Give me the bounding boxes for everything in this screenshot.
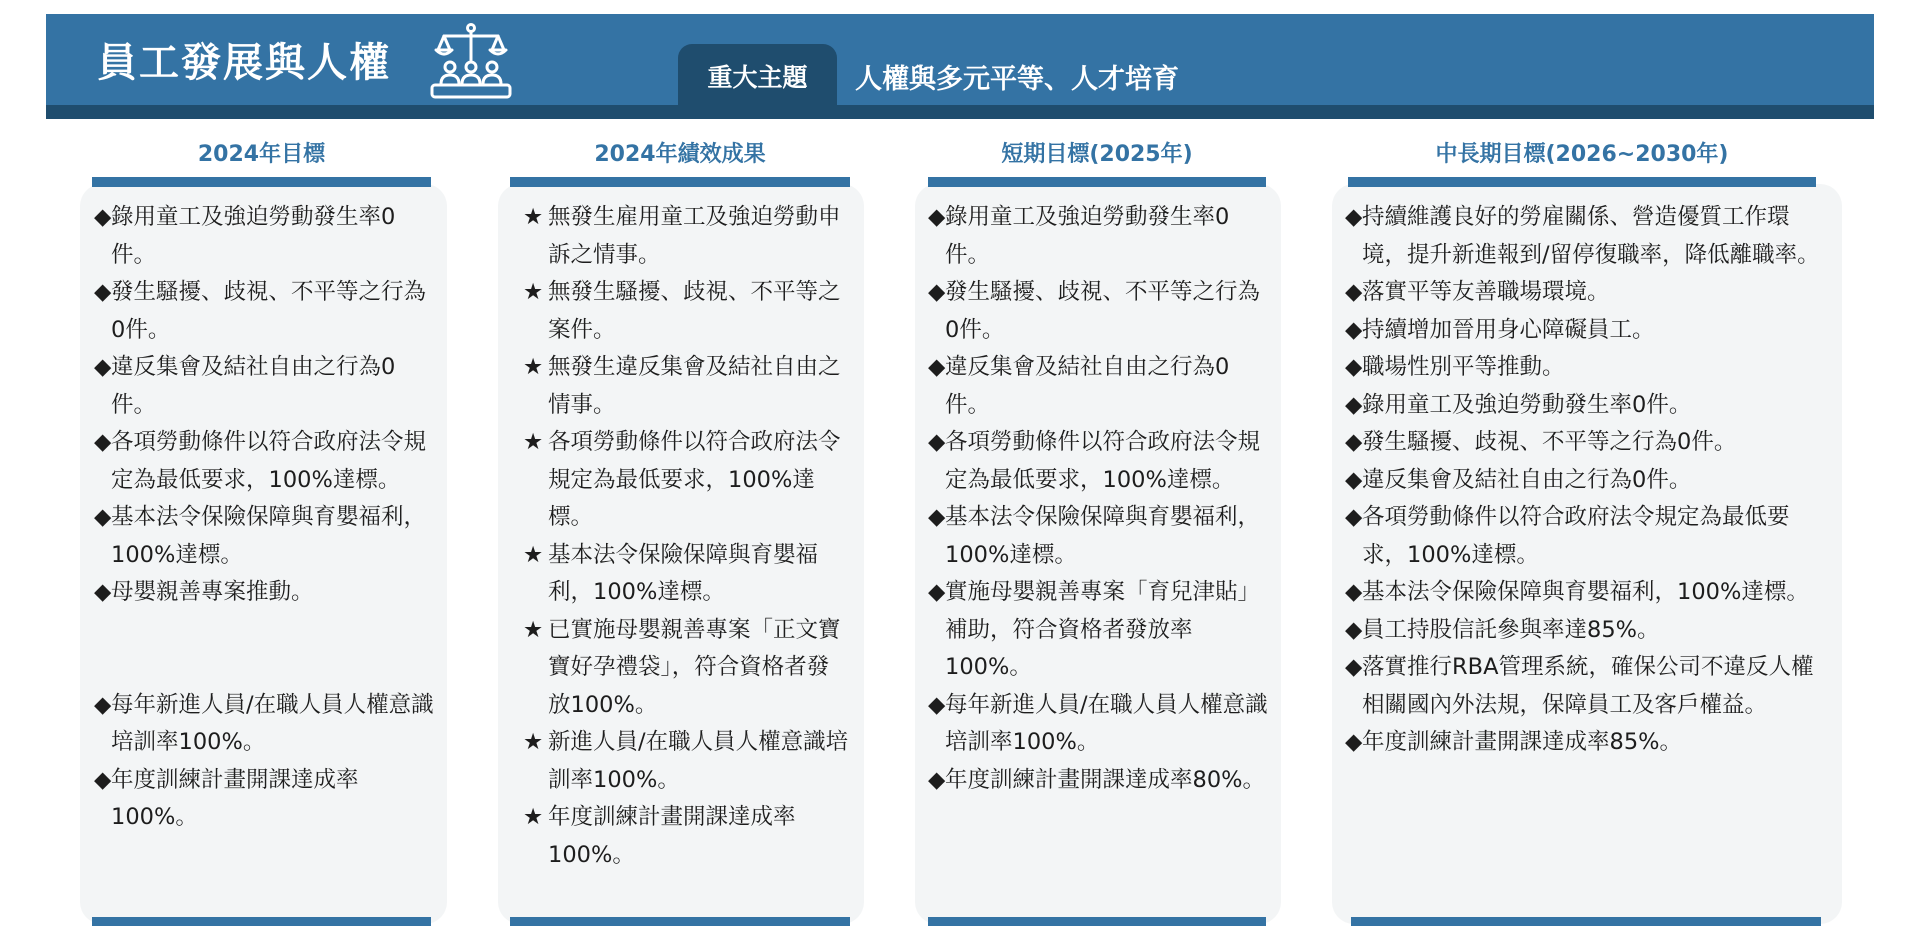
bullet-mark: ◆ bbox=[1345, 466, 1363, 493]
column-footer-rule bbox=[510, 917, 850, 926]
column-heading-rule bbox=[510, 177, 850, 187]
list-item bbox=[1345, 349, 1821, 387]
bullet-mark: ★ bbox=[523, 429, 544, 455]
list-item bbox=[1345, 574, 1821, 612]
bullet-mark: ◆ bbox=[94, 429, 112, 455]
list-item bbox=[1345, 274, 1821, 312]
list-item bbox=[94, 349, 437, 424]
list-item-text: 持續維護良好的勞雇關係、營造優質工作環境，提升新進報到/留停復職率，降低離職率。 bbox=[1362, 204, 1820, 268]
bullet-mark: ★ bbox=[523, 804, 544, 830]
column-heading-rule bbox=[928, 177, 1266, 187]
list-item-text: 錄用童工及強迫勞動發生率0件。 bbox=[945, 204, 1230, 268]
bullet-mark: ★ bbox=[523, 729, 544, 755]
list-item-text: 各項勞動條件以符合政府法令規定為最低要求，100%達標。 bbox=[1362, 504, 1790, 568]
list-item bbox=[1345, 424, 1821, 462]
bullet-mark: ◆ bbox=[1345, 391, 1363, 418]
page-title: 員工發展與人權 bbox=[97, 40, 391, 86]
list-item bbox=[523, 349, 851, 424]
list-item-text: 基本法令保險保障與育嬰福利，100%達標。 bbox=[111, 504, 427, 568]
list-item bbox=[94, 274, 437, 349]
list-item-text: 落實平等友善職場環境。 bbox=[1362, 279, 1610, 305]
bullet-mark: ◆ bbox=[928, 279, 946, 305]
column-heading: 中長期目標(2026~2030年) bbox=[1435, 142, 1729, 167]
list-item bbox=[928, 199, 1272, 274]
bullet-mark: ★ bbox=[523, 616, 544, 643]
bullet-mark: ◆ bbox=[928, 766, 946, 793]
people-scale-icon bbox=[430, 22, 512, 100]
list-item bbox=[523, 799, 851, 874]
list-item bbox=[1345, 499, 1821, 574]
list-item-text: 年度訓練計畫開課達成率100%。 bbox=[548, 804, 796, 868]
list-item bbox=[1345, 649, 1821, 724]
list-item-text: 違反集會及結社自由之行為0件。 bbox=[111, 354, 396, 418]
list-item bbox=[523, 537, 851, 612]
list-item-text: 每年新進人員/在職人員人權意識培訓率100%。 bbox=[111, 691, 434, 755]
list-item bbox=[928, 762, 1272, 800]
column-heading-rule bbox=[1348, 177, 1816, 187]
list-item-text: 年度訓練計畫開課達成率100%。 bbox=[111, 766, 359, 830]
column-heading: 短期目標(2025年) bbox=[1001, 142, 1193, 167]
bullet-mark: ◆ bbox=[94, 279, 112, 305]
list-item-text: 年度訓練計畫開課達成率85%。 bbox=[1362, 729, 1683, 755]
list-item-text: 各項勞動條件以符合政府法令規定為最低要求，100%達標。 bbox=[945, 429, 1261, 493]
bullet-mark: ◆ bbox=[1345, 504, 1363, 530]
list-item bbox=[928, 499, 1272, 574]
tab-material-topic: 重大主題 bbox=[678, 44, 837, 119]
list-item-text: 違反集會及結社自由之行為0件。 bbox=[1362, 466, 1692, 493]
list-item-text: 基本法令保險保障與育嬰福利，100%達標。 bbox=[548, 541, 819, 605]
list-item-text: 無發生雇用童工及強迫勞動申訴之情事。 bbox=[548, 204, 841, 268]
material-topics-text: 人權與多元平等、人才培育 bbox=[855, 64, 1179, 95]
list-item bbox=[928, 274, 1272, 349]
goal-list bbox=[94, 199, 437, 837]
list-item bbox=[94, 762, 437, 837]
bullet-mark: ◆ bbox=[928, 204, 946, 230]
list-item-text: 持續增加晉用身心障礙員工。 bbox=[1362, 316, 1655, 343]
list-item-text: 各項勞動條件以符合政府法令規定為最低要求，100%達標。 bbox=[111, 429, 427, 493]
column-footer-rule bbox=[928, 917, 1266, 926]
bullet-mark: ★ bbox=[523, 279, 544, 305]
list-item-text: 每年新進人員/在職人員人權意識培訓率100%。 bbox=[945, 691, 1268, 755]
list-item bbox=[94, 424, 437, 499]
list-item bbox=[928, 574, 1272, 687]
list-item bbox=[1345, 724, 1821, 762]
bullet-mark: ◆ bbox=[1345, 729, 1363, 755]
bullet-mark: ◆ bbox=[94, 354, 112, 380]
list-item-text: 落實推行RBA管理系統，確保公司不違反人權相關國內外法規，保障員工及客戶權益。 bbox=[1362, 654, 1814, 718]
bullet-mark: ◆ bbox=[1345, 316, 1363, 343]
goal-list bbox=[928, 199, 1272, 799]
bullet-mark: ◆ bbox=[928, 429, 946, 455]
bullet-mark: ◆ bbox=[94, 766, 112, 793]
list-item-text: 新進人員/在職人員人權意識培訓率100%。 bbox=[548, 729, 849, 793]
list-item bbox=[523, 274, 851, 349]
bullet-mark: ◆ bbox=[1345, 579, 1363, 605]
bullet-mark: ◆ bbox=[1345, 616, 1363, 643]
bullet-mark: ◆ bbox=[1345, 279, 1363, 305]
bullet-mark: ◆ bbox=[94, 579, 112, 605]
bullet-mark: ★ bbox=[523, 541, 544, 568]
bullet-mark: ◆ bbox=[928, 691, 946, 718]
bullet-mark: ◆ bbox=[94, 691, 112, 718]
bullet-mark: ◆ bbox=[94, 204, 112, 230]
bullet-mark: ◆ bbox=[928, 579, 946, 605]
list-item bbox=[1345, 387, 1821, 425]
list-item-text: 違反集會及結社自由之行為0件。 bbox=[945, 354, 1230, 418]
list-item bbox=[94, 199, 437, 274]
list-item bbox=[1345, 199, 1821, 274]
list-item bbox=[1345, 462, 1821, 500]
list-item-text: 各項勞動條件以符合政府法令規定為最低要求，100%達標。 bbox=[548, 429, 841, 530]
list-item bbox=[523, 199, 851, 274]
list-item-text: 發生騷擾、歧視、不平等之行為0件。 bbox=[945, 279, 1261, 343]
header-underline bbox=[46, 105, 1874, 119]
list-item bbox=[523, 612, 851, 725]
bullet-mark: ◆ bbox=[1345, 354, 1363, 380]
bullet-mark: ◆ bbox=[1345, 429, 1363, 455]
bullet-mark: ◆ bbox=[928, 354, 946, 380]
list-item bbox=[94, 499, 437, 574]
list-item bbox=[523, 424, 851, 537]
list-item-text: 錄用童工及強迫勞動發生率0件。 bbox=[111, 204, 396, 268]
column-heading-rule bbox=[92, 177, 431, 187]
list-item bbox=[94, 574, 437, 612]
list-item-text: 實施母嬰親善專案「育兒津貼」補助，符合資格者發放率100%。 bbox=[945, 579, 1261, 680]
bullet-mark: ★ bbox=[523, 354, 544, 380]
bullet-mark: ★ bbox=[523, 204, 544, 230]
list-item-text: 錄用童工及強迫勞動發生率0件。 bbox=[1362, 391, 1692, 418]
column-footer-rule bbox=[92, 917, 431, 926]
list-item bbox=[928, 424, 1272, 499]
list-item bbox=[928, 687, 1272, 762]
list-item-text: 無發生違反集會及結社自由之情事。 bbox=[548, 354, 841, 418]
bullet-mark: ◆ bbox=[1345, 654, 1363, 680]
list-item-text: 基本法令保險保障與育嬰福利，100%達標。 bbox=[945, 504, 1261, 568]
column-heading: 2024年目標 bbox=[197, 142, 326, 167]
result-list bbox=[523, 199, 851, 874]
list-item-text: 年度訓練計畫開課達成率80%。 bbox=[945, 766, 1266, 793]
list-item-text: 員工持股信託參與率達85%。 bbox=[1362, 616, 1660, 643]
list-item-text: 基本法令保險保障與育嬰福利，100%達標。 bbox=[1362, 579, 1809, 605]
list-item-text: 已實施母嬰親善專案「正文寶寶好孕禮袋」，符合資格者發放100%。 bbox=[548, 616, 841, 718]
list-item-text: 職場性別平等推動。 bbox=[1362, 354, 1565, 380]
list-item bbox=[523, 724, 851, 799]
bullet-mark: ◆ bbox=[1345, 204, 1363, 230]
goal-list bbox=[1345, 199, 1821, 762]
list-item-text: 母嬰親善專案推動。 bbox=[111, 579, 314, 605]
list-item-text: 無發生騷擾、歧視、不平等之案件。 bbox=[548, 279, 841, 343]
list-item bbox=[1345, 312, 1821, 350]
list-item-text: 發生騷擾、歧視、不平等之行為0件。 bbox=[111, 279, 427, 343]
bullet-mark: ◆ bbox=[94, 504, 112, 530]
list-item bbox=[928, 349, 1272, 424]
list-item-text: 發生騷擾、歧視、不平等之行為0件。 bbox=[1362, 429, 1737, 455]
list-item bbox=[1345, 612, 1821, 650]
column-footer-rule bbox=[1351, 917, 1821, 926]
bullet-mark: ◆ bbox=[928, 504, 946, 530]
column-heading: 2024年績效成果 bbox=[594, 142, 766, 167]
list-item bbox=[94, 687, 437, 762]
